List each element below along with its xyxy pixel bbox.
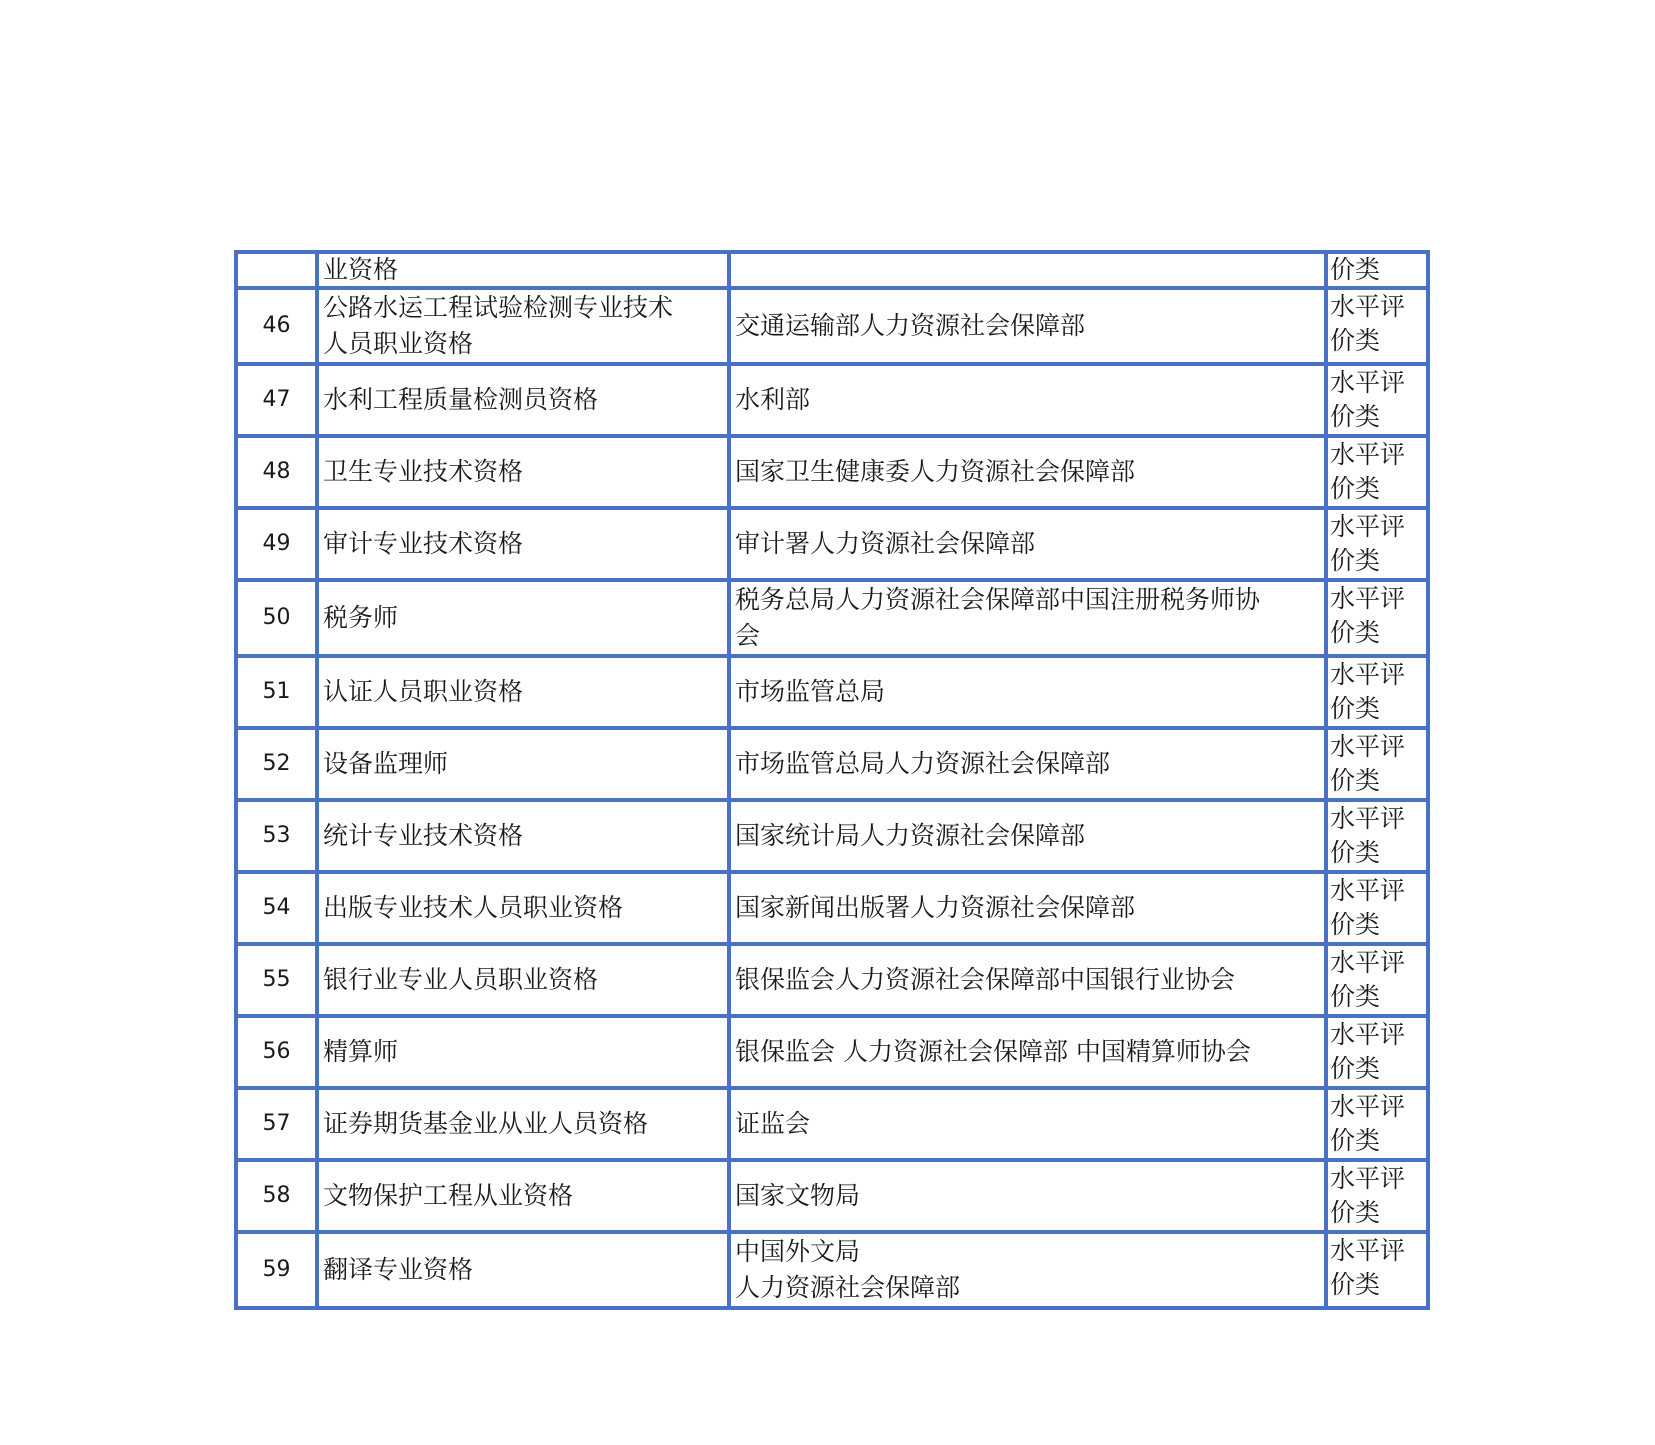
qualification-table bbox=[234, 250, 1430, 1310]
category-cell bbox=[1326, 1160, 1428, 1232]
row-number-cell: 51 bbox=[236, 656, 317, 728]
category-line: 价类 bbox=[1330, 1198, 1381, 1227]
table-row bbox=[236, 656, 1428, 728]
table-row bbox=[236, 1160, 1428, 1232]
category-line: 价类 bbox=[1330, 838, 1381, 867]
category-line: 水平评 bbox=[1330, 1236, 1406, 1265]
qualification-name-cell: 出版专业技术人员职业资格 bbox=[317, 872, 729, 944]
table-row bbox=[236, 436, 1428, 508]
qualification-name-cell: 翻译专业资格 bbox=[317, 1232, 729, 1308]
category-line: 价类 bbox=[1330, 402, 1381, 431]
qualification-name-cell: 水利工程质量检测员资格 bbox=[317, 364, 729, 436]
table-row bbox=[236, 1016, 1428, 1088]
category-cell bbox=[1326, 436, 1428, 508]
department-cell: 国家统计局人力资源社会保障部 bbox=[729, 800, 1326, 872]
row-number-cell: 53 bbox=[236, 800, 317, 872]
category-line: 价类 bbox=[1330, 618, 1381, 647]
category-line: 水平评 bbox=[1330, 440, 1406, 469]
category-line: 水平评 bbox=[1330, 804, 1406, 833]
department-cell: 证监会 bbox=[729, 1088, 1326, 1160]
category-line: 价类 bbox=[1330, 474, 1381, 503]
qualification-name-cell: 公路水运工程试验检测专业技术 人员职业资格 bbox=[317, 288, 729, 364]
category-cell bbox=[1326, 288, 1428, 364]
category-line: 价类 bbox=[1330, 546, 1381, 575]
qualification-name-cell: 卫生专业技术资格 bbox=[317, 436, 729, 508]
category-cell bbox=[1326, 872, 1428, 944]
category-line: 水平评 bbox=[1330, 512, 1406, 541]
category-line: 价类 bbox=[1330, 694, 1381, 723]
category-cell bbox=[1326, 944, 1428, 1016]
category-line: 价类 bbox=[1330, 1126, 1381, 1155]
department-cell bbox=[729, 252, 1326, 288]
category-line: 水平评 bbox=[1330, 292, 1406, 321]
category-cell bbox=[1326, 1232, 1428, 1308]
department-cell: 市场监管总局人力资源社会保障部 bbox=[729, 728, 1326, 800]
row-number-cell: 55 bbox=[236, 944, 317, 1016]
category-cell bbox=[1326, 800, 1428, 872]
department-cell: 交通运输部人力资源社会保障部 bbox=[729, 288, 1326, 364]
table-row bbox=[236, 1088, 1428, 1160]
category-cell bbox=[1326, 580, 1428, 656]
row-number-cell: 49 bbox=[236, 508, 317, 580]
qualification-name-cell: 银行业专业人员职业资格 bbox=[317, 944, 729, 1016]
category-cell bbox=[1326, 252, 1428, 288]
category-line: 价类 bbox=[1330, 1054, 1381, 1083]
table-row bbox=[236, 944, 1428, 1016]
category-line: 价类 bbox=[1330, 766, 1381, 795]
row-number-cell bbox=[236, 252, 317, 288]
row-number-cell: 50 bbox=[236, 580, 317, 656]
department-cell: 审计署人力资源社会保障部 bbox=[729, 508, 1326, 580]
table-row bbox=[236, 872, 1428, 944]
department-cell: 中国外文局 人力资源社会保障部 bbox=[729, 1232, 1326, 1308]
category-line: 水平评 bbox=[1330, 660, 1406, 689]
qualification-name-cell: 设备监理师 bbox=[317, 728, 729, 800]
category-cell bbox=[1326, 728, 1428, 800]
department-cell: 水利部 bbox=[729, 364, 1326, 436]
row-number-cell: 57 bbox=[236, 1088, 317, 1160]
category-line: 水平评 bbox=[1330, 1020, 1406, 1049]
department-cell: 税务总局人力资源社会保障部中国注册税务师协 会 bbox=[729, 580, 1326, 656]
table-body bbox=[236, 252, 1428, 1308]
table-row bbox=[236, 728, 1428, 800]
row-number-cell: 54 bbox=[236, 872, 317, 944]
qualification-name-cell: 认证人员职业资格 bbox=[317, 656, 729, 728]
row-number-cell: 59 bbox=[236, 1232, 317, 1308]
department-cell: 银保监会人力资源社会保障部中国银行业协会 bbox=[729, 944, 1326, 1016]
row-number-cell: 58 bbox=[236, 1160, 317, 1232]
category-cell bbox=[1326, 508, 1428, 580]
row-number-cell: 46 bbox=[236, 288, 317, 364]
department-cell: 国家卫生健康委人力资源社会保障部 bbox=[729, 436, 1326, 508]
row-number-cell: 48 bbox=[236, 436, 317, 508]
qualification-name-cell: 业资格 bbox=[317, 252, 729, 288]
category-cell bbox=[1326, 364, 1428, 436]
row-number-cell: 52 bbox=[236, 728, 317, 800]
category-line: 水平评 bbox=[1330, 368, 1406, 397]
qualification-name-cell: 文物保护工程从业资格 bbox=[317, 1160, 729, 1232]
table-row bbox=[236, 364, 1428, 436]
table-row bbox=[236, 508, 1428, 580]
table-row bbox=[236, 800, 1428, 872]
category-line: 价类 bbox=[1330, 910, 1381, 939]
table-row bbox=[236, 580, 1428, 656]
table-row-continuation bbox=[236, 252, 1428, 288]
category-line: 价类 bbox=[1330, 982, 1381, 1011]
qualification-name-cell: 精算师 bbox=[317, 1016, 729, 1088]
row-number-cell: 47 bbox=[236, 364, 317, 436]
department-cell: 国家文物局 bbox=[729, 1160, 1326, 1232]
department-cell: 国家新闻出版署人力资源社会保障部 bbox=[729, 872, 1326, 944]
category-line: 价类 bbox=[1330, 255, 1381, 284]
department-cell: 市场监管总局 bbox=[729, 656, 1326, 728]
category-line: 价类 bbox=[1330, 1270, 1381, 1299]
category-cell bbox=[1326, 1016, 1428, 1088]
category-cell bbox=[1326, 1088, 1428, 1160]
row-number-cell: 56 bbox=[236, 1016, 317, 1088]
category-line: 价类 bbox=[1330, 326, 1381, 355]
category-line: 水平评 bbox=[1330, 584, 1406, 613]
category-line: 水平评 bbox=[1330, 1092, 1406, 1121]
category-line: 水平评 bbox=[1330, 1164, 1406, 1193]
category-line: 水平评 bbox=[1330, 732, 1406, 761]
qualification-name-cell: 税务师 bbox=[317, 580, 729, 656]
department-cell: 银保监会 人力资源社会保障部 中国精算师协会 bbox=[729, 1016, 1326, 1088]
table-row bbox=[236, 1232, 1428, 1308]
table-row bbox=[236, 288, 1428, 364]
category-cell bbox=[1326, 656, 1428, 728]
category-line: 水平评 bbox=[1330, 876, 1406, 905]
qualification-name-cell: 证券期货基金业从业人员资格 bbox=[317, 1088, 729, 1160]
qualification-name-cell: 审计专业技术资格 bbox=[317, 508, 729, 580]
category-line: 水平评 bbox=[1330, 948, 1406, 977]
qualification-name-cell: 统计专业技术资格 bbox=[317, 800, 729, 872]
